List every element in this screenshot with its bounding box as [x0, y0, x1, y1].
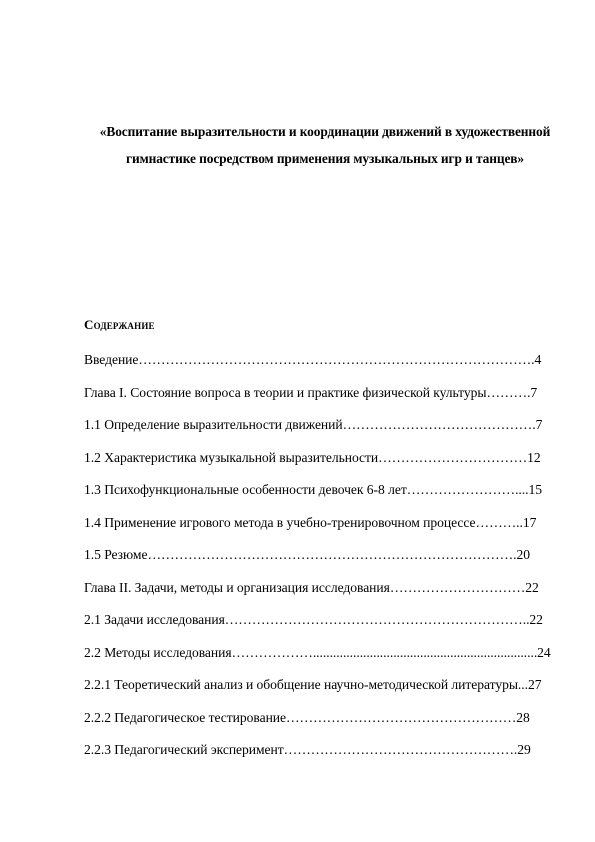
title-line-2: гимнастике посредством применения музыкальных игр и танцев» — [125, 151, 525, 166]
toc-heading: Содержание — [84, 317, 155, 332]
toc-entry-1-5: 1.5 Резюме……………………………………………………………………….20 — [84, 547, 530, 562]
toc-entry-introduction: Введение…………………………………………………………………………….4 — [84, 352, 542, 367]
toc-entry-2-2: 2.2 Методы исследования………………...................................................................24 — [84, 644, 551, 660]
toc-entry-2-1: 2.1 Задачи исследования…………………………………………………………..22 — [84, 612, 543, 627]
toc-entry-1-1: 1.1 Определение выразительности движений…………………………………….7 — [84, 417, 543, 432]
toc-entry-2-2-3: 2.2.3 Педагогический эксперимент…………………………………………….29 — [84, 742, 531, 757]
toc-entry-2-2-2: 2.2.2 Педагогическое тестирование……………………………………………28 — [84, 709, 530, 725]
title-line-1: «Воспитание выразительности и координации движений в художественной — [99, 124, 551, 139]
table-of-contents — [84, 352, 564, 775]
document-title — [60, 118, 590, 172]
toc-entry-chapter-2: Глава II. Задачи, методы и организация исследования…………………………22 — [84, 579, 539, 595]
toc-entry-1-4: 1.4 Применение игрового метода в учебно-тренировочном процессе………..17 — [84, 514, 537, 530]
toc-entry-1-3: 1.3 Психофункциональные особенности девочек 6-8 лет……………………....15 — [84, 482, 542, 497]
toc-entry-chapter-1: Глава I. Состояние вопроса в теории и практике физической культуры……….7 — [84, 384, 538, 400]
toc-entry-1-2: 1.2 Характеристика музыкальной выразительности……………………………12 — [84, 449, 541, 465]
toc-entry-2-2-1: 2.2.1 Теоретический анализ и обобщение научно-методической литературы...27 — [84, 677, 542, 692]
